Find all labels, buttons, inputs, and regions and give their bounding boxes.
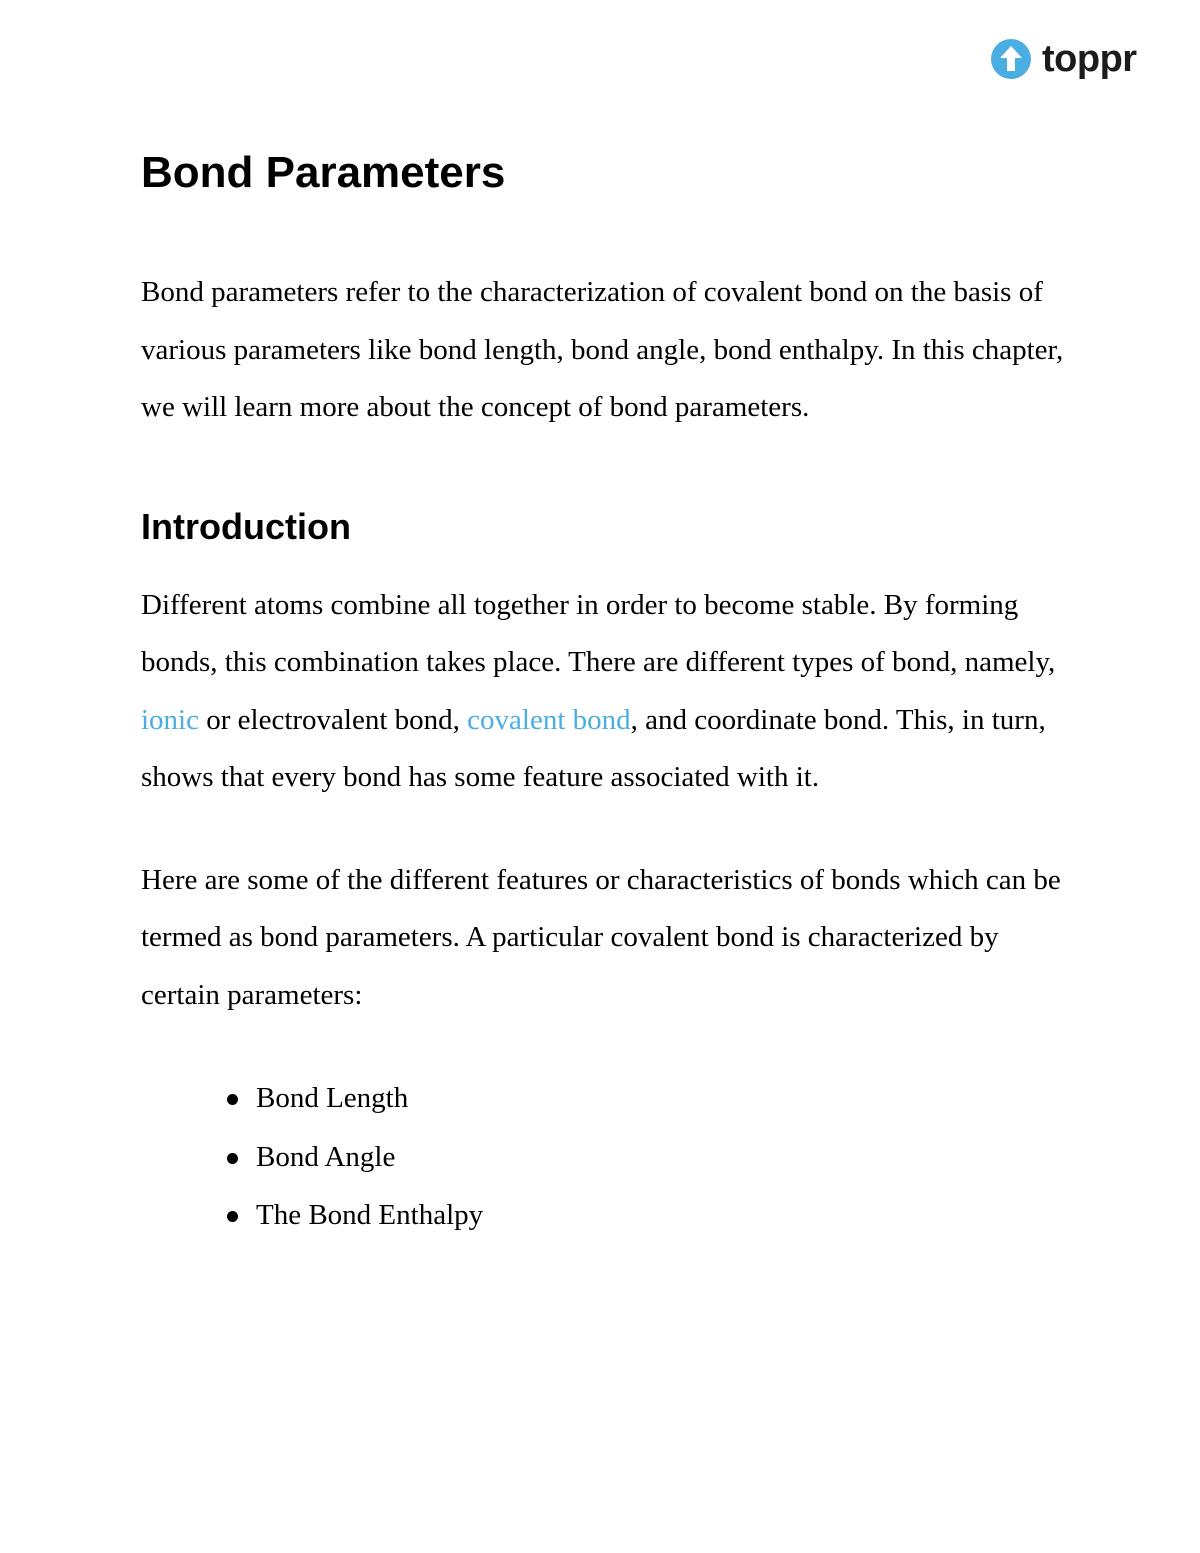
introduction-paragraph — [141, 577, 1081, 807]
list-item-label: The Bond Enthalpy — [256, 1199, 484, 1231]
brand-name: toppr — [1042, 38, 1137, 80]
paragraph-text: , and coordinate bond. This, in turn, shows that every bond has some feature associated with it. — [141, 703, 1046, 793]
paragraph-text: Different atoms combine all together in order to become stable. By forming bonds, this combination takes place. There are different types of bond, namely, — [141, 588, 1056, 678]
list-item — [227, 1186, 1081, 1245]
list-item-label: Bond Length — [256, 1082, 409, 1114]
document-content — [141, 142, 1081, 1245]
section-heading-introduction: Introduction — [141, 505, 351, 547]
bullet-icon — [227, 1211, 238, 1222]
covalent-bond-link[interactable]: covalent bond — [467, 703, 631, 736]
paragraph-text: or electrovalent bond, — [199, 703, 468, 736]
bullet-icon — [227, 1153, 238, 1164]
list-item — [227, 1069, 1081, 1128]
intro-paragraph: Bond parameters refer to the characterization of covalent bond on the basis of various parameters like bond length, bond angle, bond enthalpy. In this chapter, we will learn more about the concept of bond parameters. — [141, 276, 1064, 423]
bond-parameters-list — [141, 1069, 1081, 1245]
up-arrow-icon — [990, 38, 1032, 80]
list-item-label: Bond Angle — [256, 1140, 396, 1173]
ionic-link[interactable]: ionic — [141, 703, 199, 736]
bullet-icon — [227, 1094, 238, 1105]
page-title: Bond Parameters — [141, 148, 506, 197]
features-paragraph: Here are some of the different features or characteristics of bonds which can be termed as bond parameters. A particular covalent bond is characterized by certain parameters: — [141, 863, 1061, 1011]
list-item — [227, 1128, 1081, 1187]
brand-logo — [990, 38, 1137, 80]
